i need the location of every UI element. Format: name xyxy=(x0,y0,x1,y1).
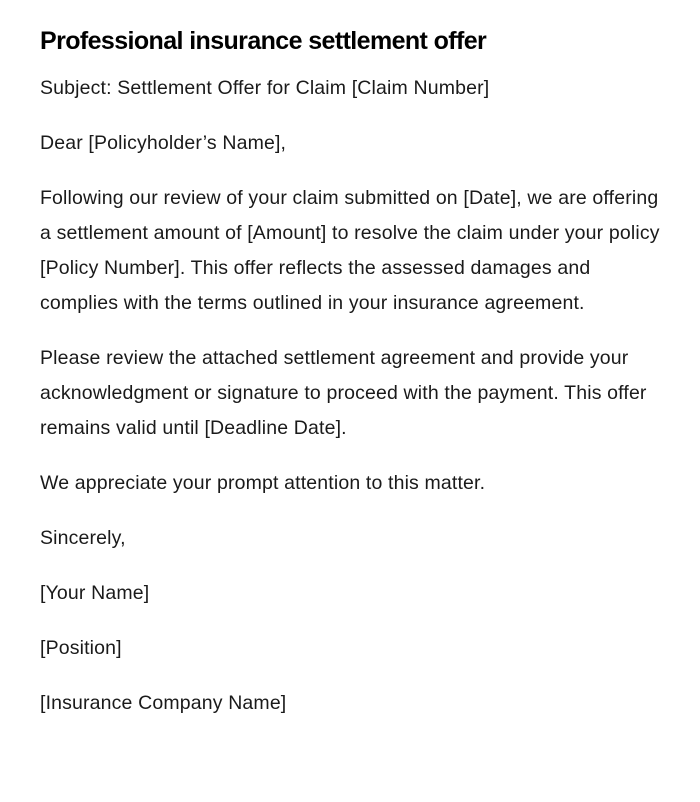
letter-document xyxy=(40,25,670,741)
signature-company: [Insurance Company Name] xyxy=(40,692,287,714)
body-paragraph-review: Please review the attached settlement agreement and provide your acknowledgment or signature to proceed with the payment. This offer remains valid until [Deadline Date]. xyxy=(40,347,647,439)
body-paragraph-settlement: Following our review of your claim submitted on [Date], we are offering a settlement amount of [Amount] to resolve the claim under your policy [Policy Number]. This offer reflects the assessed damages and complies with the terms outlined in your insurance agreement. xyxy=(40,187,660,314)
body-paragraph-appreciation: We appreciate your prompt attention to this matter. xyxy=(40,472,486,494)
signature-position: [Position] xyxy=(40,637,122,659)
page-title: Professional insurance settlement offer xyxy=(40,27,487,55)
signature-name: [Your Name] xyxy=(40,582,150,604)
closing: Sincerely, xyxy=(40,527,126,549)
subject-line: Subject: Settlement Offer for Claim [Claim Number] xyxy=(40,77,490,99)
salutation: Dear [Policyholder’s Name], xyxy=(40,132,287,154)
